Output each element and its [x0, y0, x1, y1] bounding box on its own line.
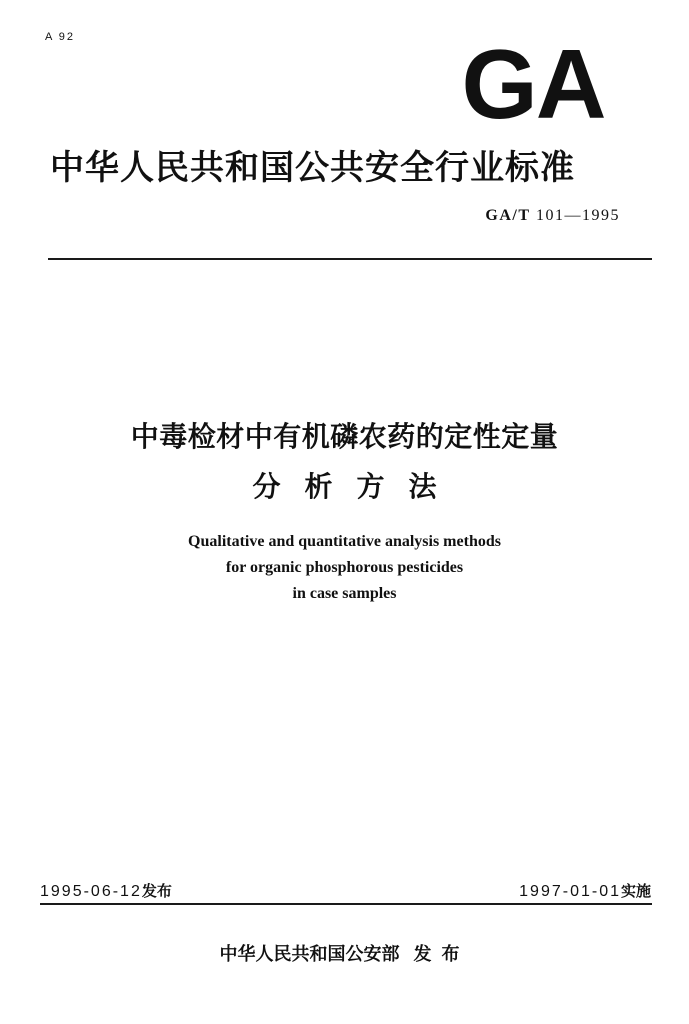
standard-number: [420, 207, 620, 225]
issue-label: 发布: [141, 882, 172, 900]
chinese-title-line-1: 中毒检材中有机磷农药的定性定量: [130, 420, 559, 453]
english-title-line-1: Qualitative and quantitative analysis methods: [188, 533, 501, 550]
ga-logo: [453, 44, 613, 122]
effective-label: 实施: [620, 882, 651, 900]
chinese-title-line-2: 分析方法: [252, 470, 461, 503]
english-title-line-3: in case samples: [292, 585, 397, 602]
issuer-verb: 发布: [413, 944, 470, 965]
standard-number-prefix: GA/T: [485, 207, 531, 224]
organization-title: 中华人民共和国公共安全行业标准: [50, 148, 575, 188]
issuer-name: 中华人民共和国公安部: [219, 944, 400, 965]
header-divider: [48, 258, 652, 260]
footer-divider: [40, 903, 652, 905]
effective-date: 1997-01-01: [519, 883, 621, 900]
english-title-line-2: for organic phosphorous pesticides: [225, 559, 464, 576]
ga-logo-text: GA: [461, 44, 605, 122]
standard-number-value: 101—1995: [536, 207, 620, 224]
classification-code: A 92: [45, 31, 76, 43]
effective-date-block: [519, 880, 651, 901]
issue-date-block: [40, 880, 172, 901]
issuer-line: [0, 940, 689, 966]
issue-date: 1995-06-12: [40, 883, 142, 900]
